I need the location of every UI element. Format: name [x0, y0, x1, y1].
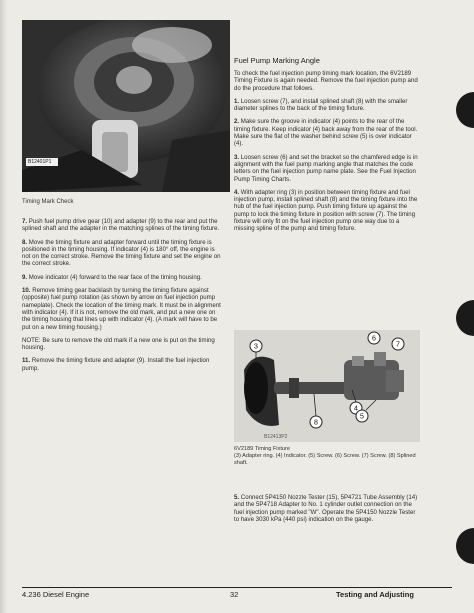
footer-rule — [22, 587, 452, 588]
step-text: Remove the timing fixture and adapter (9). Install the fuel injection pump. — [22, 357, 210, 372]
caption-title: 6V2189 Timing Fixture — [234, 446, 290, 452]
step-text: Make sure the groove in indicator (4) points to the rear of the timing fixture. Keep indicator (4) back away from the rear of the tool. Make sure the flat of the washer behind screw (5) is over indicator (4). — [234, 118, 418, 148]
step-11 — [22, 357, 222, 372]
step-1 — [234, 98, 420, 113]
binder-hole — [456, 92, 474, 128]
step-5 — [234, 494, 420, 523]
step-7 — [22, 218, 222, 233]
step-number: 1. — [234, 97, 240, 105]
note — [22, 337, 222, 352]
right-column-lower — [234, 494, 420, 529]
timing-mark-photo — [22, 20, 230, 192]
page-number: 32 — [230, 590, 239, 599]
right-column — [234, 70, 420, 239]
step-number: 7. — [22, 218, 28, 225]
step-text: Move the timing fixture and adapter forward until the timing fixture is positioned in the timing housing. If indicator (4) is 180° off, the engine is not on the correct stroke. Remove the timing fixture and set the engine on the correct stroke. — [22, 238, 221, 268]
page-binding-edge — [0, 0, 7, 613]
figure-id-label: B12413P2 — [264, 434, 288, 440]
step-text: Move indicator (4) forward to the rear face of the timing housing. — [28, 273, 202, 281]
step-text: With adapter ring (3) in position between timing fixture and fuel injection pump, install splined shaft (8) and the timing fixture into the hub of the fuel injection pump. Push timing fixture up against the pump to lock the timing fixture in position with screw (7). The timing fixture will only fit on the fuel injection pump one way due to a missing spline of the pump and timing fixture. — [234, 188, 418, 233]
step-text: Loosen screw (7), and install splined shaft (8) with the smaller diameter splines to the back of the timing fixture. — [234, 97, 408, 113]
step-text: Loosen screw (6) and set the bracket so the chamfered edge is in alignment with the fuel pump marking angle that matches the code letters on the fuel injection pump name plate. See the Fuel Injection Pump Timing Charts. — [234, 153, 418, 183]
caption-body: (3) Adapter ring. (4) Indicator. (5) Screw. (6) Screw. (7) Screw. (8) Splined shaft. — [234, 453, 416, 466]
step-4 — [234, 189, 420, 233]
note-text: NOTE: Be sure to remove the old mark if a new one is put on the timing housing. — [22, 336, 215, 352]
step-number: 9. — [22, 273, 28, 281]
binder-hole — [456, 300, 474, 336]
callout-8: 8 — [314, 419, 318, 427]
step-number: 5. — [234, 494, 240, 501]
section-heading: Fuel Pump Marking Angle — [234, 56, 320, 65]
step-text: Connect 5P4150 Nozzle Tester (15), 5P4721 Tube Assembly (14) and the 5P4718 Adapter to No. 1 cylinder outlet connection on the fuel injection pump marked "W". Operate the 5P4150 Nozzle Tester to have 3030 kPa (440 psi) indication on the gauge. — [234, 494, 418, 523]
step-number: 4. — [234, 188, 240, 196]
step-10 — [22, 287, 222, 331]
figure-caption: Timing Mark Check — [22, 199, 74, 205]
timing-fixture-photo — [234, 330, 420, 442]
footer-title: 4.236 Diesel Engine — [22, 590, 90, 599]
figure-id-label: B12401P1 — [28, 159, 52, 165]
left-column — [22, 218, 222, 378]
step-2 — [234, 118, 420, 147]
callout-5: 5 — [360, 413, 364, 421]
step-number: 11. — [22, 357, 31, 365]
step-number: 2. — [234, 118, 240, 126]
step-number: 10. — [22, 287, 31, 295]
step-number: 8. — [22, 238, 28, 246]
callout-3: 3 — [254, 343, 258, 351]
step-text: Push fuel pump drive gear (10) and adapter (9) to the rear and put the splined shaft and the adapter in the matching splines of the timing fixture. — [22, 218, 220, 233]
step-number: 3. — [234, 153, 240, 161]
step-8 — [22, 239, 222, 268]
callout-4: 4 — [354, 405, 358, 413]
step-9 — [22, 274, 222, 281]
step-text: Remove timing gear backlash by turning the timing fixture against (opposite) fuel pump rotation (as shown by arrow on fuel injection pump nameplate). Check the location of the timing mark. It must be in alignment with indicator (4). If it is not, remove the old mark, and put a new one on the timing housing that lines up with indicator (4). (A mark will have to be put on a new timing housing.) — [22, 287, 221, 331]
figure-caption — [234, 446, 420, 467]
callout-6: 6 — [372, 335, 376, 343]
binder-hole — [456, 528, 474, 564]
footer-section: Testing and Adjusting — [336, 590, 414, 599]
intro-paragraph: To check the fuel injection pump timing mark location, the 6V2189 Timing Fixture is again needed. Remove the fuel injection pump and do the procedure that follows. — [234, 70, 418, 92]
callout-7: 7 — [396, 341, 400, 349]
step-3 — [234, 154, 420, 183]
